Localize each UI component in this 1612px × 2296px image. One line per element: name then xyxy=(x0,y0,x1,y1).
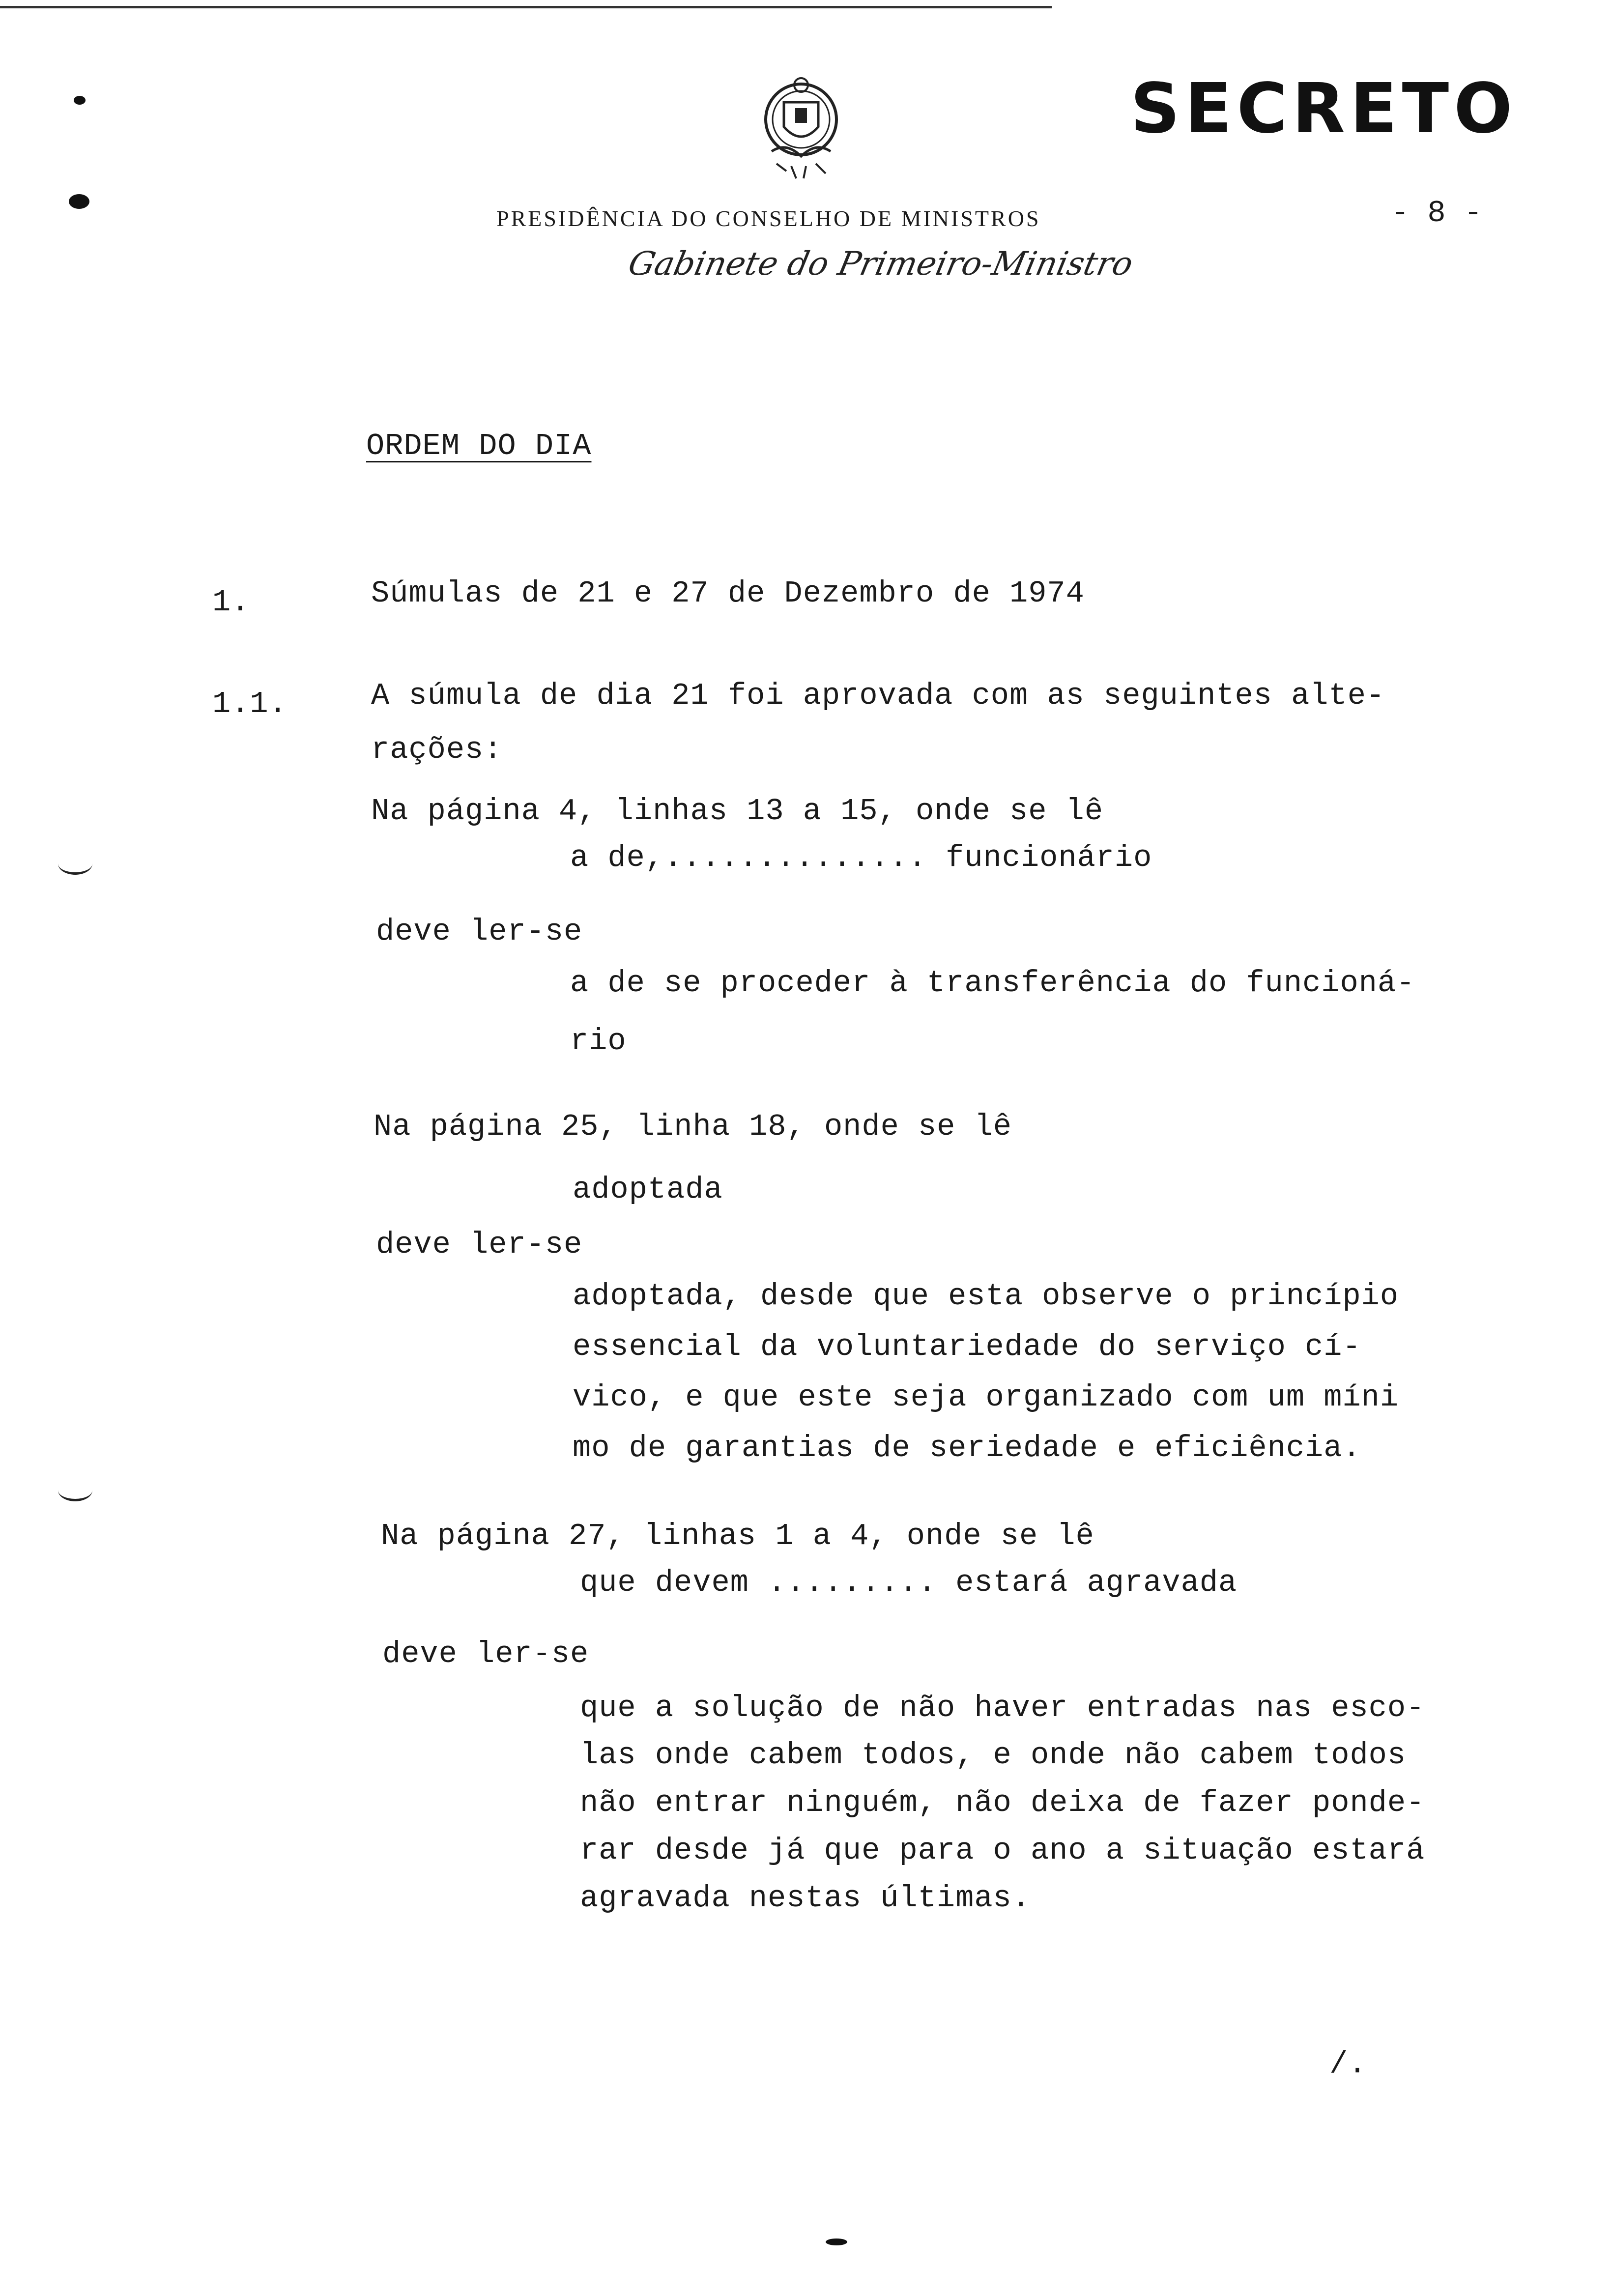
item-1-1-number: 1.1. xyxy=(212,687,288,721)
continuation-mark: /. xyxy=(1329,2047,1367,2082)
correction-3-new-line: agravada nestas últimas. xyxy=(580,1881,1031,1916)
correction-2-new-line: mo de garantias de seriedade e eficiência. xyxy=(573,1431,1361,1465)
correction-3-new-line: rar desde já que para o ano a situação estará xyxy=(580,1833,1425,1868)
correction-1-old-text: a de,.............. funcionário xyxy=(570,840,1152,875)
correction-1-new-line: a de se proceder à transferência do funcioná- xyxy=(570,966,1415,1001)
correction-2-old-text: adoptada xyxy=(573,1172,723,1207)
correction-2-new-line: adoptada, desde que esta observe o princípio xyxy=(573,1279,1399,1314)
correction-3-where: Na página 27, linhas 1 a 4, onde se lê xyxy=(381,1519,1094,1553)
correction-2-new-line: essencial da voluntariedade do serviço cí- xyxy=(573,1329,1361,1364)
item-1-title: Súmulas de 21 e 27 de Dezembro de 1974 xyxy=(371,576,1085,611)
office-handwritten-title: Gabinete do Primeiro-Ministro xyxy=(625,245,1137,283)
correction-1-new-line: rio xyxy=(570,1024,627,1059)
correction-3-new-line: não entrar ninguém, não deixa de fazer ponde- xyxy=(580,1785,1425,1820)
item-1-1-line-2: rações: xyxy=(371,732,503,767)
hole-punch-mark xyxy=(58,1479,92,1501)
item-1-number: 1. xyxy=(212,585,250,620)
correction-2-should-read: deve ler-se xyxy=(376,1227,583,1262)
section-heading: ORDEM DO DIA xyxy=(366,429,592,463)
item-1-1-line-1: A súmula de dia 21 foi aprovada com as seguintes alte- xyxy=(371,678,1385,713)
correction-2-new-line: vico, e que este seja organizado com um míni xyxy=(573,1380,1399,1415)
classification-stamp: SECRETO xyxy=(1130,69,1518,149)
top-edge-line xyxy=(0,6,1052,8)
scan-speck xyxy=(826,2239,847,2245)
correction-3-should-read: deve ler-se xyxy=(382,1636,589,1671)
correction-1-should-read: deve ler-se xyxy=(376,914,583,949)
correction-2-where: Na página 25, linha 18, onde se lê xyxy=(374,1109,1012,1144)
institution-header: PRESIDÊNCIA DO CONSELHO DE MINISTROS xyxy=(496,206,1041,231)
hole-punch-mark xyxy=(58,853,92,875)
scan-speck xyxy=(74,96,86,105)
page-number: - 8 - xyxy=(1391,196,1483,230)
scan-speck xyxy=(69,194,89,209)
correction-3-old-text: que devem ......... estará agravada xyxy=(580,1565,1238,1600)
coat-of-arms-emblem xyxy=(757,73,845,186)
correction-3-new-line: que a solução de não haver entradas nas esco- xyxy=(580,1691,1425,1725)
correction-3-new-line: las onde cabem todos, e onde não cabem todos xyxy=(580,1738,1407,1773)
correction-1-where: Na página 4, linhas 13 a 15, onde se lê xyxy=(371,794,1104,829)
